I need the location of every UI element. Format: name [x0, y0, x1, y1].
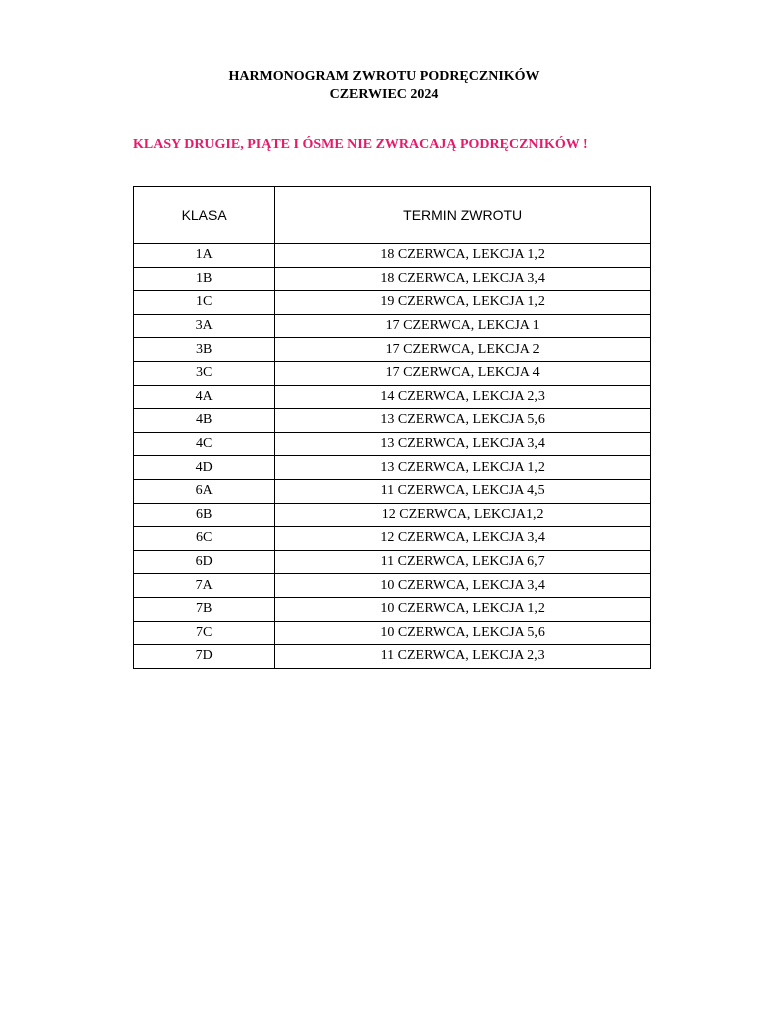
table-body [134, 244, 651, 669]
table-row [134, 527, 651, 551]
table-row [134, 267, 651, 291]
class-cell: 6D [134, 550, 275, 574]
class-cell: 3B [134, 338, 275, 362]
document-subtitle [0, 86, 768, 103]
column-header-term: TERMIN ZWROTU [275, 187, 651, 244]
return-date-cell: 18 CZERWCA, LEKCJA 3,4 [275, 267, 651, 291]
table-row [134, 574, 651, 598]
class-cell: 4D [134, 456, 275, 480]
class-cell: 1C [134, 291, 275, 315]
class-cell: 7A [134, 574, 275, 598]
return-date-cell: 13 CZERWCA, LEKCJA 3,4 [275, 432, 651, 456]
table-header-row [134, 187, 651, 244]
return-date-cell: 10 CZERWCA, LEKCJA 3,4 [275, 574, 651, 598]
return-date-cell: 19 CZERWCA, LEKCJA 1,2 [275, 291, 651, 315]
document-subtitle-text: CZERWIEC 2024 [329, 87, 439, 102]
return-date-cell: 12 CZERWCA, LEKCJA 3,4 [275, 527, 651, 551]
column-header-class: KLASA [134, 187, 275, 244]
return-date-cell: 14 CZERWCA, LEKCJA 2,3 [275, 385, 651, 409]
class-cell: 4C [134, 432, 275, 456]
table-row [134, 409, 651, 433]
return-date-cell: 18 CZERWCA, LEKCJA 1,2 [275, 244, 651, 268]
class-cell: 1B [134, 267, 275, 291]
return-date-cell: 17 CZERWCA, LEKCJA 1 [275, 314, 651, 338]
return-date-cell: 10 CZERWCA, LEKCJA 1,2 [275, 597, 651, 621]
class-cell: 7D [134, 645, 275, 669]
return-date-cell: 10 CZERWCA, LEKCJA 5,6 [275, 621, 651, 645]
table-row [134, 550, 651, 574]
notice-text: KLASY DRUGIE, PIĄTE I ÓSME NIE ZWRACAJĄ PODRĘCZNIKÓW ! [133, 137, 588, 152]
class-cell: 7C [134, 621, 275, 645]
class-cell: 1A [134, 244, 275, 268]
table-row [134, 291, 651, 315]
table-row [134, 432, 651, 456]
table-row [134, 597, 651, 621]
class-cell: 6C [134, 527, 275, 551]
table-row [134, 314, 651, 338]
return-date-cell: 13 CZERWCA, LEKCJA 5,6 [275, 409, 651, 433]
return-date-cell: 11 CZERWCA, LEKCJA 2,3 [275, 645, 651, 669]
table-row [134, 244, 651, 268]
class-cell: 6A [134, 479, 275, 503]
table-row [134, 456, 651, 480]
class-cell: 4B [134, 409, 275, 433]
class-cell: 6B [134, 503, 275, 527]
return-date-cell: 11 CZERWCA, LEKCJA 6,7 [275, 550, 651, 574]
table-row [134, 645, 651, 669]
return-date-cell: 13 CZERWCA, LEKCJA 1,2 [275, 456, 651, 480]
return-date-cell: 17 CZERWCA, LEKCJA 2 [275, 338, 651, 362]
table-row [134, 503, 651, 527]
return-date-cell: 12 CZERWCA, LEKCJA1,2 [275, 503, 651, 527]
table-header [134, 187, 651, 244]
table-row [134, 479, 651, 503]
class-cell: 3A [134, 314, 275, 338]
class-cell: 4A [134, 385, 275, 409]
class-cell: 3C [134, 361, 275, 385]
return-date-cell: 17 CZERWCA, LEKCJA 4 [275, 361, 651, 385]
table-row [134, 385, 651, 409]
table-row [134, 621, 651, 645]
table-row [134, 361, 651, 385]
return-date-cell: 11 CZERWCA, LEKCJA 4,5 [275, 479, 651, 503]
class-cell: 7B [134, 597, 275, 621]
table-row [134, 338, 651, 362]
document-title: HARMONOGRAM ZWROTU PODRĘCZNIKÓW [228, 69, 540, 84]
return-schedule-table [133, 186, 651, 669]
